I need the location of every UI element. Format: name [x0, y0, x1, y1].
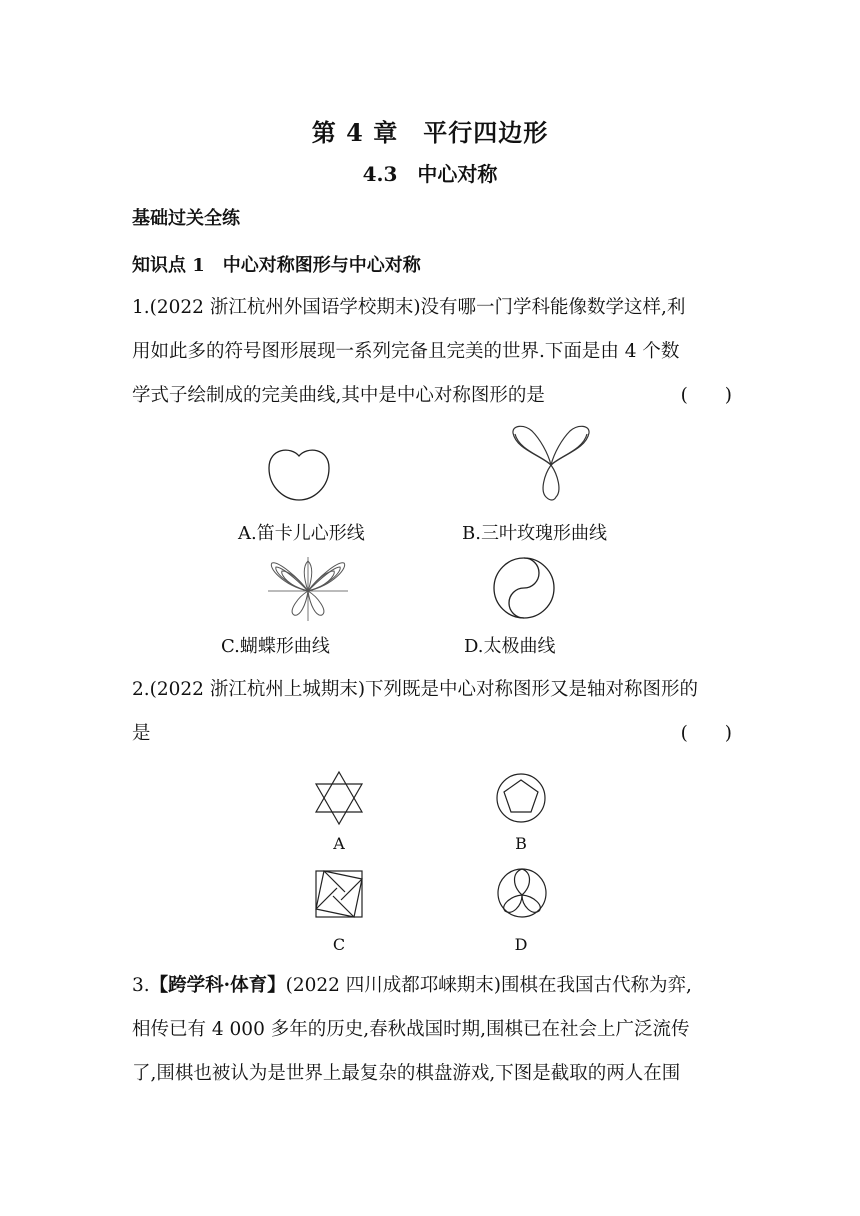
hexagram-icon	[313, 770, 365, 826]
basic-practice-heading: 基础过关全练	[132, 208, 240, 229]
question-2	[132, 668, 732, 756]
question-3-line-3: 了,围棋也被认为是世界上最复杂的棋盘游戏,下图是截取的两人在围	[132, 1063, 681, 1084]
square-pinwheel-icon	[315, 870, 363, 918]
answer-bracket-1: ( )	[680, 385, 732, 406]
option-b-caption: B.三叶玫瑰形曲线	[462, 523, 607, 544]
option-c-caption: C.蝴蝶形曲线	[221, 636, 330, 657]
option-c-label: C	[332, 935, 346, 954]
question-3-number: 3.	[132, 975, 150, 996]
taiji-curve-icon	[492, 556, 556, 620]
question-1	[132, 286, 732, 418]
knowledge-point-heading: 知识点 1 中心对称图形与中心对称	[132, 255, 421, 276]
interdisciplinary-tag: 【跨学科·体育】	[149, 975, 286, 996]
butterfly-curve-icon	[268, 557, 348, 621]
chapter-title: 第 4 章 平行四边形	[311, 118, 549, 147]
option-a-caption: A.笛卡儿心形线	[238, 523, 365, 544]
question-1-line-2: 用如此多的符号图形展现一系列完备且完美的世界.下面是由 4 个数	[132, 341, 680, 362]
option-b-label: B	[515, 834, 527, 853]
answer-bracket-2: ( )	[680, 723, 732, 744]
question-1-line-1: 1.(2022 浙江杭州外国语学校期末)没有哪一门学科能像数学这样,利	[132, 297, 686, 318]
three-leaf-rose-icon	[510, 425, 592, 501]
trefoil-circle-icon	[496, 866, 548, 920]
option-d-caption: D.太极曲线	[464, 636, 556, 657]
question-2-line-2: 是	[132, 723, 151, 744]
question-1-line-3: 学式子绘制成的完美曲线,其中是中心对称图形的是	[132, 385, 545, 406]
section-title: 4.3 中心对称	[362, 162, 498, 186]
pentagon-in-circle-icon	[495, 772, 547, 824]
question-3-line-2: 相传已有 4 000 多年的历史,春秋战国时期,围棋已在社会上广泛流传	[132, 1019, 690, 1040]
question-3	[132, 964, 732, 1096]
question-3-line-1: (2022 四川成都邛崃期末)围棋在我国古代称为弈,	[285, 975, 692, 996]
question-2-line-1: 2.(2022 浙江杭州上城期末)下列既是中心对称图形又是轴对称图形的	[132, 679, 699, 700]
option-d-label: D	[514, 935, 528, 954]
cardioid-icon	[267, 446, 331, 502]
option-a-label: A	[333, 834, 345, 853]
